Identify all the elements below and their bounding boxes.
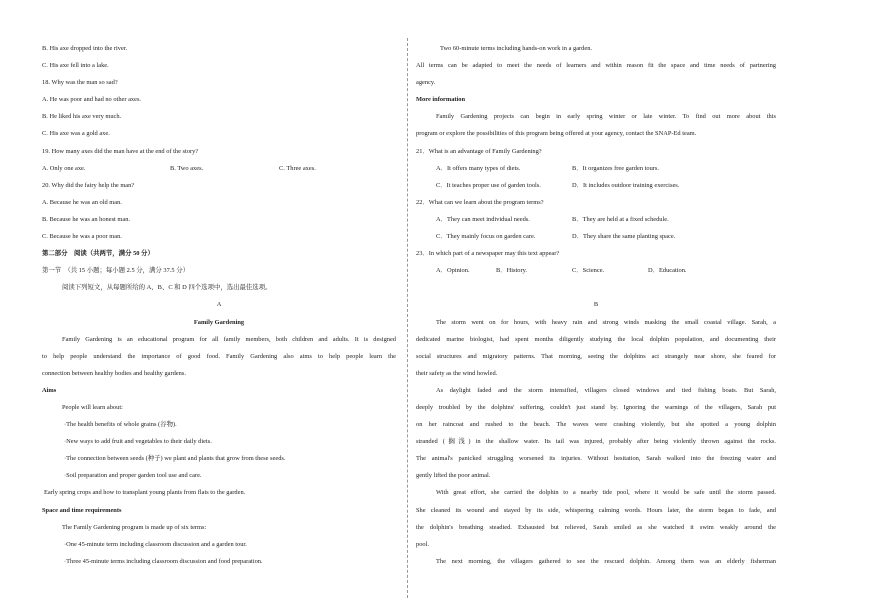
aim-item: ·The health benefits of whole grains (谷物).: [64, 421, 177, 429]
more-info-line: Family Gardening projects can begin in early spring winter or late winter. To find out more about this: [436, 113, 776, 121]
passage-b-line: The animal's panicked struggling worsened its injuries. Without hesitation, Sarah walked into the freezing water and: [416, 455, 776, 463]
q20-option-a: A. Because he was an old man.: [42, 198, 122, 206]
aim-item: ·Soil preparation and proper garden tool use and care.: [64, 472, 202, 480]
q23-option-a: A．Opinion.: [436, 267, 470, 275]
passage-b-line: The next morning, the villagers gathered to see the rescued dolphin. Among them was an elderly fisherman: [436, 557, 776, 565]
passage-b-letter: B: [593, 301, 599, 309]
q22-option-d: D．They share the same planting space.: [572, 233, 676, 241]
passage-a-line: to help people understand the importance of good food. Family Gardening also aims to help people learn the: [42, 352, 396, 360]
passage-b-line: dedicated marine biologist, had spent months diligently studying the local dolphin population, and documenting their: [416, 335, 776, 343]
q23-option-d: D．Education.: [648, 267, 687, 275]
passage-a-title: Family Gardening: [193, 318, 245, 326]
q22-option-c: C．They mainly focus on garden care.: [436, 233, 536, 241]
right-column: [416, 40, 776, 570]
passage-b-line: deeply troubled by the dolphins' suffering, couldn't just stand by. Ignoring the warnings of the villagers, Sarah put: [416, 403, 776, 411]
q23-option-b: B．History.: [496, 267, 528, 275]
q23-option-c: C．Science.: [572, 267, 605, 275]
more-info-line: program or explore the possibilities of this program being offered at your agency, contact the SNAP-Ed team.: [416, 130, 697, 138]
q19-options: [42, 160, 396, 177]
q18-option-c: C. His axe was a gold axe.: [42, 130, 110, 138]
left-column: [42, 40, 396, 570]
q19-option-c: C. Three axes.: [279, 164, 316, 172]
q19-option-b: B. Two axes.: [170, 164, 204, 172]
passage-b-line: on her raincoat and rushed to the beach. The waves were crashing violently, but she spotted a young dolphin: [416, 421, 776, 429]
passage-a-line: connection between healthy bodies and healthy gardens.: [42, 369, 186, 377]
adapt-line: All terms can be adapted to meet the needs of learners and within reason fit the space and time needs of partnering: [416, 62, 776, 70]
aim-item: ·The connection between seeds (种子) we plant and plants that grow from these seeds.: [64, 455, 286, 463]
q23-options-row: [416, 262, 776, 279]
term-item: ·Three 45-minute terms including classroom discussion and food preparation.: [64, 557, 263, 565]
passage-b-line: As daylight faded and the storm intensified, villagers closed windows and tied fishing boats. But Sarah,: [436, 386, 776, 394]
q21-options-row: [416, 177, 776, 194]
q22-option-b: B．They are held at a fixed schedule.: [572, 215, 669, 223]
passage-a-line: Family Gardening is an educational program for all family members, both children and adults. It is designed: [62, 335, 396, 343]
passage-b-line: She cleaned its wound and stayed by its side, whispering calming words. Hours later, the storm began to fade, and: [416, 506, 776, 514]
passage-a-letter: A: [216, 301, 222, 309]
q21-question: 21．What is an advantage of Family Gardening?: [416, 147, 542, 155]
q21-option-a: A．It offers many types of diets.: [436, 164, 521, 172]
q17-option-c: C. His axe fell into a lake.: [42, 62, 109, 70]
q23-question: 23．In which part of a newspaper may this text appear?: [416, 250, 560, 258]
q21-option-c: C．It teaches proper use of garden tools.: [436, 181, 541, 189]
aims-heading: Aims: [42, 386, 57, 394]
q17-option-b: B. His axe dropped into the river.: [42, 45, 128, 52]
reading-instructions: 阅读下列短文，从每题所给的 A、B、C 和 D 四个选项中，选出最佳选项。: [62, 284, 272, 292]
passage-b-line: With great effort, she carried the dolphin to a nearby tide pool, where it would be safe until the storm passed.: [436, 489, 776, 497]
spacer: [416, 279, 776, 296]
q22-question: 22．What can we learn about the program terms?: [416, 198, 544, 206]
q20-option-b: B. Because he was an honest man.: [42, 215, 131, 223]
terms-intro: The Family Gardening program is made up of six terms:: [62, 523, 207, 531]
more-info-heading: More information: [416, 96, 466, 104]
q21-option-b: B．It organizes free garden tours.: [572, 164, 660, 172]
aim-item: Early spring crops and how to transplant young plants from flats to the garden.: [44, 489, 246, 497]
q18-question: 18. Why was the man so sad?: [42, 79, 118, 87]
q20-question: 20. Why did the fairy help the man?: [42, 181, 135, 189]
passage-b-line: social structures and migratory patterns. That morning, seeing the dolphins act strangely near shore, she feared for: [416, 352, 776, 360]
q18-option-a: A. He was poor and had no other axes.: [42, 96, 142, 104]
passage-b-line: their safety as the wind howled.: [416, 369, 498, 377]
part2-heading: 第二部分 阅读（共两节，满分 50 分）: [42, 250, 154, 258]
space-time-heading: Space and time requirements: [42, 506, 122, 514]
q21-option-d: D．It includes outdoor training exercises.: [572, 181, 680, 189]
q22-options-row: [416, 228, 776, 245]
passage-b-line: The storm went on for hours, with heavy rain and strong winds masking the small coastal village. Sarah, a: [436, 318, 776, 326]
q18-option-b: B. He liked his axe very much.: [42, 113, 122, 121]
q20-option-c: C. Because he was a poor man.: [42, 233, 122, 241]
adapt-line: agency.: [416, 79, 436, 87]
q21-options-row: [416, 160, 776, 177]
term-item: ·One 45-minute term including classroom discussion and a garden tour.: [64, 540, 247, 548]
passage-b-line: the dolphin's breathing steadied. Exhausted but relieved, Sarah smiled as she watched it swim weakly around the: [416, 523, 776, 531]
passage-b-line: stranded (搁浅) in the shallow water. Its tail was injured, probably after being violently thrown against the rocks.: [416, 438, 776, 446]
passage-b-line: pool.: [416, 540, 429, 548]
column-divider: [407, 38, 408, 598]
term-item: Two 60-minute terms including hands-on work in a garden.: [440, 45, 593, 52]
aim-item: ·New ways to add fruit and vegetables to their daily diets.: [64, 438, 212, 446]
q19-question: 19. How many axes did the man have at the end of the story?: [42, 147, 199, 155]
aims-intro: People will learn about:: [62, 403, 123, 411]
q22-option-a: A．They can meet individual needs.: [436, 215, 530, 223]
q22-options-row: [416, 211, 776, 228]
q19-option-a: A. Only one axe.: [42, 164, 86, 172]
passage-b-line: gently lifted the poor animal.: [416, 472, 491, 480]
section1-heading: 第一节 （共 15 小题；每小题 2.5 分，满分 37.5 分）: [42, 267, 189, 275]
